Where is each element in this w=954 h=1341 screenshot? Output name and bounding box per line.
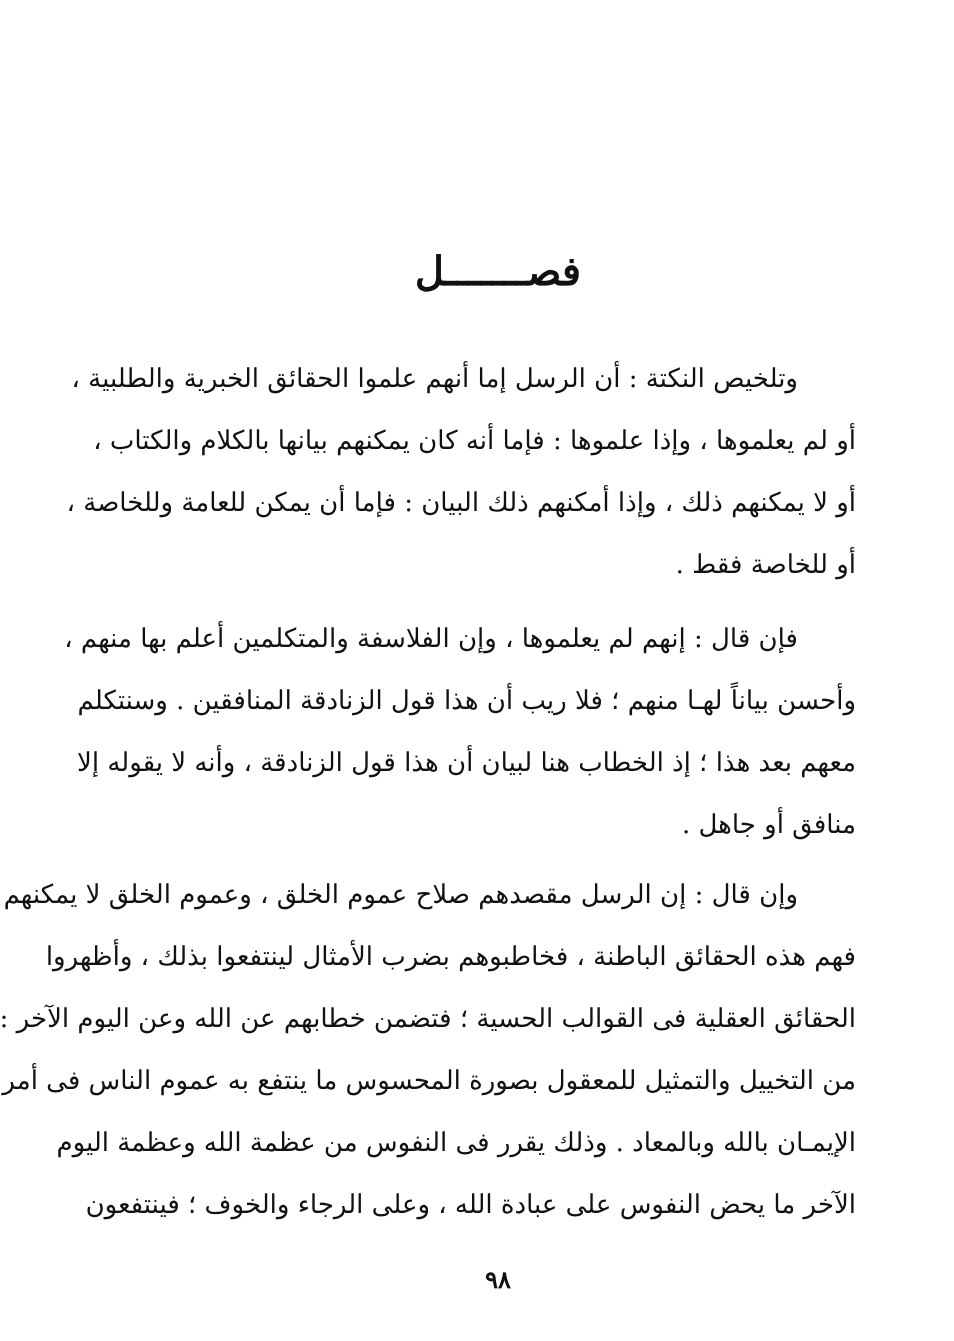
paragraph-1 [66, 348, 856, 596]
paragraph-line: منافق أو جاهل . [681, 810, 856, 840]
paragraph-line: معهم بعد هذا ؛ إذ الخطاب هنا لبيان أن هذا قول الزنادقة ، وأنه لا يقوله إلا [77, 748, 856, 778]
paragraph-line: أو لا يمكنهم ذلك ، وإذا أمكنهم ذلك البيان : فإما أن يمكن للعامة وللخاصة ، [66, 488, 856, 518]
paragraph-line: وتلخيص النكتة : أن الرسل إما أنهم علموا الحقائق الخبرية والطلبية ، [71, 364, 798, 394]
paragraph-line: فهم هذه الحقائق الباطنة ، فخاطبوهم بضرب الأمثال لينتفعوا بذلك ، وأظهروا [45, 942, 856, 972]
paragraph-line: وأحسن بياناً لهـا منهم ؛ فلا ريب أن هذا قول الزنادقة المنافقين . وسنتكلم [77, 686, 856, 716]
paragraph-line: أو للخاصة فقط . [675, 550, 856, 580]
paragraph-line: الحقائق العقلية فى القوالب الحسية ؛ فتضمن خطابهم عن الله وعن اليوم الآخر : [0, 1004, 856, 1034]
paragraph-line: وإن قال : إن الرسل مقصدهم صلاح عموم الخلق ، وعموم الخلق لا يمكنهم [3, 880, 798, 910]
paragraph-line: الآخر ما يحض النفوس على عبادة الله ، وعلى الرجاء والخوف ؛ فينتفعون [85, 1190, 856, 1220]
paragraph-line: فإن قال : إنهم لم يعلموها ، وإن الفلاسفة والمتكلمين أعلم بها منهم ، [64, 624, 798, 654]
page-number: ٩٨ [485, 1265, 511, 1294]
paragraph-line: أو لم يعلموها ، وإذا علموها : فإما أنه كان يمكنهم بيانها بالكلام والكتاب ، [93, 426, 856, 456]
paragraph-line: من التخييل والتمثيل للمعقول بصورة المحسوس ما ينتفع به عموم الناس فى أمر [2, 1066, 856, 1096]
paragraph-line: الإيمـان بالله وبالمعاد . وذلك يقرر فى النفوس من عظمة الله وعظمة اليوم [56, 1128, 856, 1158]
paragraph-2 [64, 608, 856, 856]
section-heading: فصـــــــل [414, 248, 582, 295]
paragraph-3 [0, 864, 856, 1236]
